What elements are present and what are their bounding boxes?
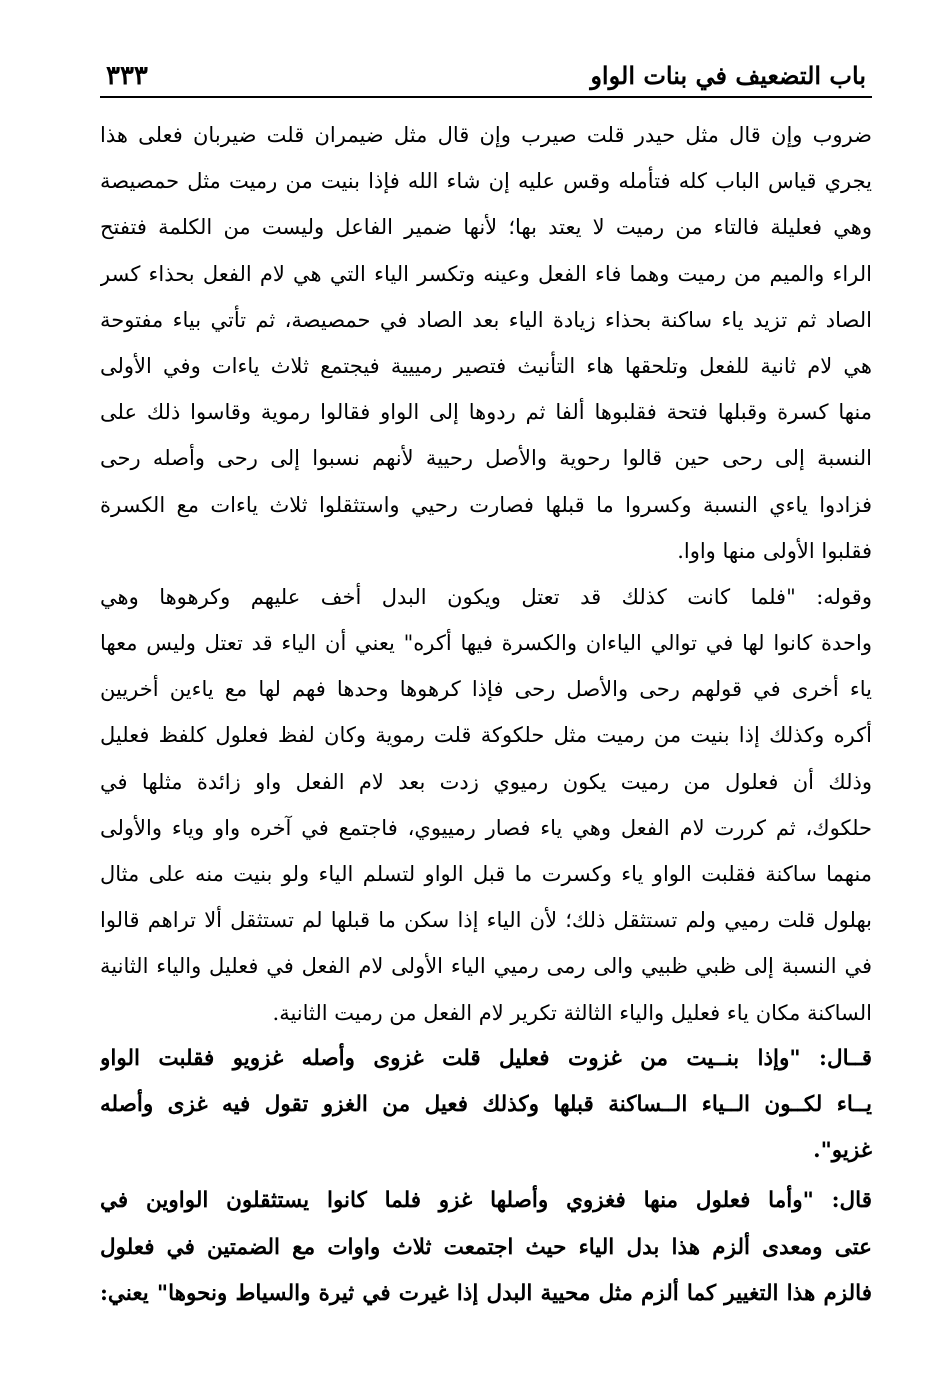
text-line: أكره وكذلك إذا بنيت من رميت مثل حلكوكة قلت رموية وكان لفظ فعلول كلفظ فعليل: [100, 723, 872, 748]
text-line: عتى ومعدى ألزم هذا بدل الياء حيث اجتمعت ثلاث واوات مع الضمتين في فعلول: [100, 1234, 872, 1260]
quoted-paragraph: [100, 1178, 872, 1317]
text-line: ياء أخرى في قولهم رحى والأصل رحى فإذا كرهوها وحدها فهم لها مع ياءين أخريين: [100, 677, 872, 702]
text-line: وذلك أن فعلول من رميت يكون رميوي زدت بعد لام الفعل واو زائدة مثلها في: [100, 769, 872, 794]
text-line: واحدة كانوا لها في توالي الياءان والكسرة فيها أكره" يعني أن الياء قد تعتل وليس معها: [100, 631, 872, 656]
text-line: بهلول قلت رميي ولم تستثقل ذلك؛ لأن الياء إذا سكن ما قبلها لم تستثقل ألا تراهم قالوا: [100, 908, 872, 933]
paragraph: [100, 574, 872, 1036]
text-line: يجري قياس الباب كله فتأمله وقس عليه إن شاء الله فإذا بنيت من رميت مثل حمصيصة: [100, 169, 872, 194]
text-line: يــاء لكــون الــياء الــساكنة قبلها وكذلك فعيل من الغزو تقول فيه غزى وأصله: [100, 1091, 872, 1117]
text-line: فقلبوا الأولى منها واوا.: [677, 538, 872, 563]
quoted-paragraph: [100, 1036, 872, 1175]
page-body: [100, 112, 872, 1317]
text-line: فزادوا ياءي النسبة وكسروا ما قبلها فصارت رحيي واستثقلوا ثلاث ياءات مع الكسرة: [100, 492, 872, 517]
chapter-title: باب التضعيف في بنات الواو: [590, 61, 866, 90]
text-line: غزيو".: [813, 1138, 872, 1164]
text-line: النسبة إلى رحى حين قالوا رحوية والأصل رحيية لأنهم نسبوا إلى رحى وأصله رحى: [100, 446, 872, 471]
text-line: الراء والميم من رميت وهما فاء الفعل وعينه وتكسر الياء التي هي لام الفعل بحذاء كسر: [100, 261, 872, 286]
text-line: منها كسرة وقبلها فتحة فقلبوها ألفا ثم ردوها إلى الواو فقالوا رموية وقاسوا ذلك على: [100, 400, 872, 425]
text-line: وهي فعليلة فالتاء من رميت لا يعتد بها؛ لأنها ضمير الفاعل وليست من الكلمة فتفتح: [100, 215, 872, 240]
text-line: الساكنة مكان ياء فعليل والياء الثالثة تكرير لام الفعل من رميت الثانية.: [272, 1000, 872, 1025]
text-line: منهما ساكنة فقلبت الواو ياء وكسرت ما قبل الواو لتسلم الياء ولو بنيت منه على مثال: [100, 862, 872, 886]
text-line: في النسبة إلى ظبي ظبيي والى رمى رميي الياء الأولى لام الفعل في فعليل والياء الثانية: [100, 954, 872, 979]
text-line: فالزم هذا التغيير كما ألزم مثل محيية البدل إذا غيرت في ثيرة والسياط ونحوها" يعني:: [100, 1280, 872, 1306]
text-line: ضروب وإن قال مثل حيدر قلت صيرب وإن قال مثل ضيمران قلت ضيربان فعلى هذا: [100, 123, 872, 147]
paragraph: [100, 112, 872, 574]
text-line: هي لام ثانية للفعل وتلحقها هاء التأنيث فتصير رمييية فيجتمع ثلاث ياءات وفي الأولى: [100, 353, 872, 378]
book-page: [100, 52, 872, 1317]
text-line: الصاد ثم تزيد ياء ساكنة بحذاء زيادة الياء بعد الصاد في حمصيصة، ثم تأتي بياء مفتوحة: [100, 307, 872, 332]
text-line: وقوله: "فلما كانت كذلك قد تعتل ويكون البدل أخف عليهم وكرهوها وهي: [100, 584, 872, 609]
page-number: ٣٣٣: [106, 61, 148, 91]
text-line: حلكوك، ثم كررت لام الفعل وهي ياء فصار رمييوي، فاجتمع في آخره واو وياء والأولى: [100, 815, 872, 840]
text-line: قــال: "وإذا بنــيت من غزوت فعليل قلت غزوى وأصله غزويو فقلبت الواو: [100, 1045, 872, 1071]
text-line: قال: "وأما فعلول منها فغزوي وأصلها غزو فلما كانوا يستثقلون الواوين في: [100, 1188, 872, 1214]
running-header: [100, 52, 872, 98]
